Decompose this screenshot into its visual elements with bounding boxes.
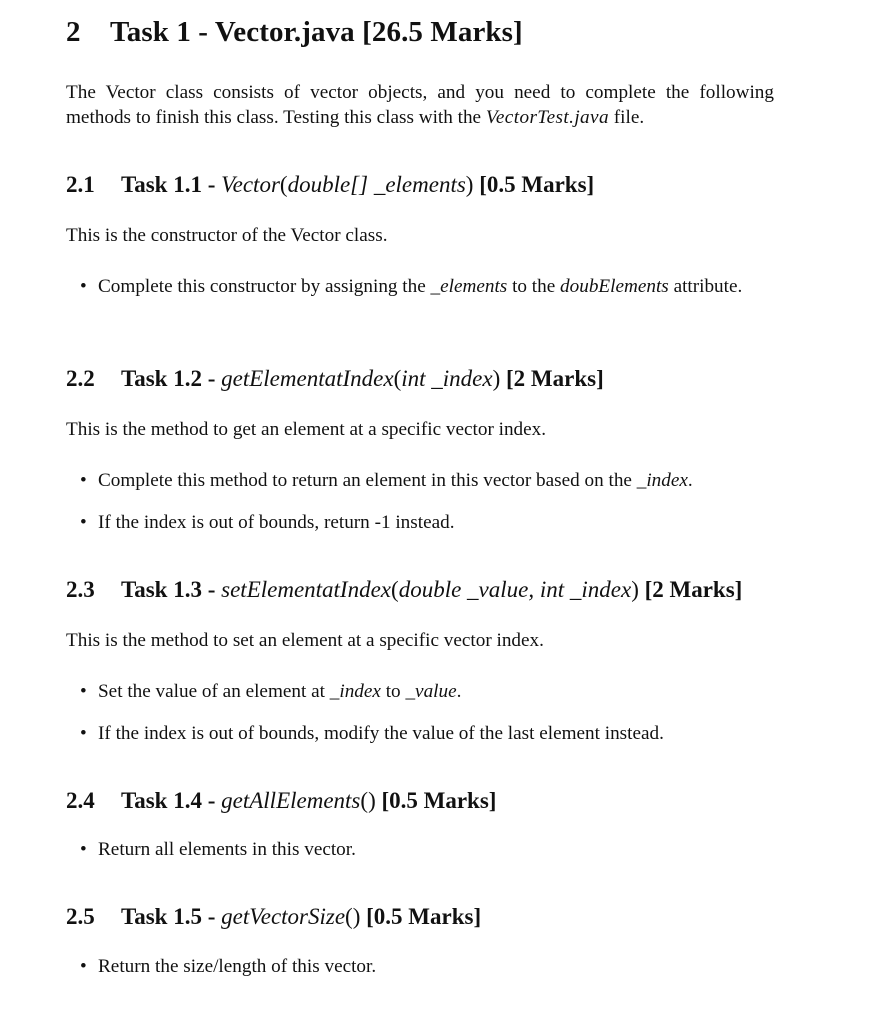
intro-file-name: VectorTest.java [485,107,609,128]
method-name: setElementatIndex [221,577,392,602]
subsection-heading-2-1: 2.1 Task 1.1 - Vector(double[] _elements) [0.5 Marks] [66,172,595,197]
marks: [2 Marks] [644,577,743,602]
subsection-description: This is the constructor of the Vector class. [66,225,388,246]
method-name: getAllElements [221,788,361,813]
subsection-heading-2-3: 2.3 Task 1.3 - setElementatIndex(double _value, int _index) [2 Marks] [66,577,743,602]
method-args: int _index [401,366,493,391]
variable-name: _index [636,470,688,491]
subsection-description: This is the method to set an element at a specific vector index. [66,630,544,651]
task-prefix: Task 1.5 - [121,904,222,929]
task-prefix: Task 1.2 - [121,366,222,391]
subsection-heading-2-2: 2.2 Task 1.2 - getElementatIndex(int _index) [2 Marks] [66,366,604,391]
section-title: Task 1 - Vector.java [26.5 Marks] [110,16,523,48]
subsection-heading-2-5: 2.5 Task 1.5 - getVectorSize() [0.5 Marks] [66,904,482,929]
list-item: • Complete this constructor by assigning the _elements to the doubElements attribute. [80,276,743,297]
variable-name: _elements [430,276,508,297]
subsection-number: 2.4 [66,788,95,813]
task-prefix: Task 1.3 - [121,577,222,602]
section-number: 2 [66,16,81,48]
marks: [2 Marks] [506,366,604,391]
method-name: Vector [221,172,280,197]
variable-name: _value [405,681,457,702]
method-name: getElementatIndex [221,366,394,391]
list-item: • If the index is out of bounds, modify the value of the last element instead. [80,723,664,744]
list-item: • Return all elements in this vector. [80,839,356,860]
section-heading [66,16,523,49]
intro-text-2: file. [608,107,645,128]
subsection-number: 2.3 [66,577,95,602]
subsection-number: 2.1 [66,172,95,197]
method-args: double[] _elements [287,172,466,197]
intro-text-1: The Vector class consists of vector objects, and you need to complete the following methods to finish this class. Testing this class with the [66,82,774,128]
section-intro [66,80,774,130]
task-prefix: Task 1.1 - [121,172,222,197]
marks: [0.5 Marks] [479,172,595,197]
method-name: getVectorSize [221,904,346,929]
list-item: • Set the value of an element at _index to _value. [80,681,462,702]
marks: [0.5 Marks] [381,788,497,813]
list-item: • Return the size/length of this vector. [80,956,377,977]
variable-name: doubElements [560,276,669,297]
subsection-description: This is the method to get an element at a specific vector index. [66,419,547,440]
task-prefix: Task 1.4 - [121,788,222,813]
list-item: • Complete this method to return an element in this vector based on the _index. [80,470,693,491]
subsection-number: 2.5 [66,904,95,929]
subsection-number: 2.2 [66,366,95,391]
subsection-heading-2-4: 2.4 Task 1.4 - getAllElements() [0.5 Marks] [66,788,497,813]
marks: [0.5 Marks] [366,904,482,929]
list-item: • If the index is out of bounds, return -1 instead. [80,512,455,533]
method-args: double _value, int _index [398,577,632,602]
variable-name: _index [329,681,381,702]
